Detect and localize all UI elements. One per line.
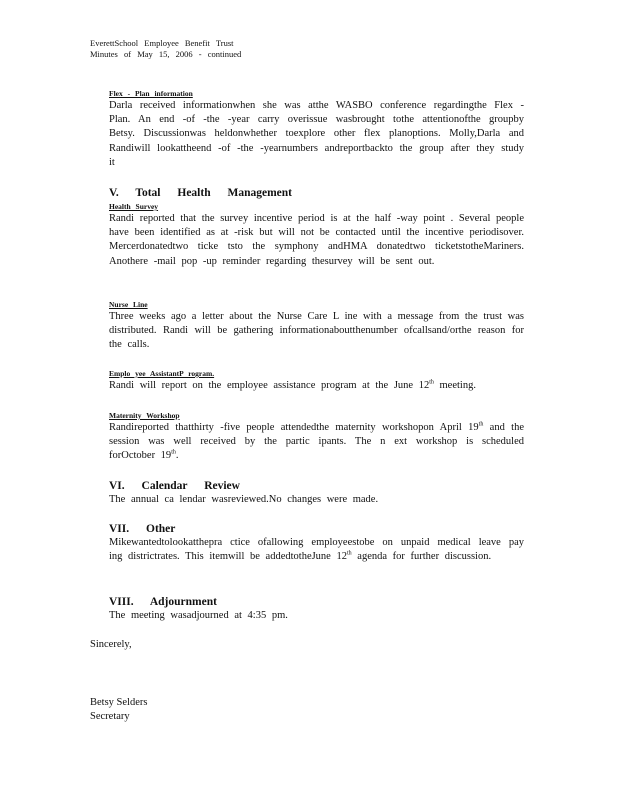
section-calendar bbox=[109, 479, 524, 507]
section-adjournment bbox=[109, 595, 524, 623]
adjournment-heading: VIII. Adjournment bbox=[109, 596, 217, 608]
flex-plan-label: Flex - Plan information bbox=[109, 89, 193, 98]
closing-salutation: Sincerely, bbox=[90, 639, 132, 650]
eap-label: Emplo yee AssistantP rogram. bbox=[109, 369, 215, 378]
header-subtitle: Minutes of May 15, 2006 - continued bbox=[90, 49, 242, 59]
health-survey-text: Randi reported that the survey incentive period is at the half -way point . Several people have been identified as at -risk but will not be contacted until the incentive periodisover. Mercerdonatedtwo ticke tsto the symphony andHMA donatedtwo ticketstotheMariners. Anothere -mail pop -up reminder regarding thesurvey will be sent out. bbox=[109, 213, 524, 267]
section-maternity bbox=[109, 411, 524, 464]
section-flex-plan bbox=[109, 89, 524, 170]
calendar-text: The annual ca lendar wasreviewed.No changes were made. bbox=[109, 494, 379, 505]
header-title: EverettSchool Employee Benefit Trust bbox=[90, 38, 234, 48]
page-header bbox=[90, 38, 241, 60]
health-survey-label: Health Survey bbox=[109, 202, 159, 211]
section-health-survey bbox=[109, 202, 524, 269]
maternity-text: Randireported thatthirty -five people attendedthe maternity workshopon April 19th and the session was well received by the partic ipants. The n ext workshop is scheduled forOctober 19th. bbox=[109, 421, 524, 462]
nurse-line-label: Nurse Line bbox=[109, 300, 148, 309]
eap-text: Randi will report on the employee assistance program at the June 12th meeting. bbox=[109, 379, 476, 391]
calendar-heading: VI. Calendar Review bbox=[109, 480, 240, 492]
section-other bbox=[109, 522, 524, 564]
section-nurse-line bbox=[109, 300, 524, 353]
total-health-heading: V. Total Health Management bbox=[109, 187, 292, 199]
other-heading: VII. Other bbox=[109, 523, 176, 535]
adjournment-text: The meeting wasadjourned at 4:35 pm. bbox=[109, 610, 288, 621]
maternity-label: Maternity Workshop bbox=[109, 411, 180, 420]
flex-plan-text: Darla received informationwhen she was atthe WASBO conference regardingthe Flex -Plan. An end -of -the -year carry overissue wasbrought tothe attentionofthe groupby Betsy. Discussionwas heldonwhether toexplore other flex planoptions. Molly,Darla and Randiwill lookattheend -of -the -yearnumbers andreportbackto the group after they study it bbox=[109, 100, 524, 168]
other-text: Mikewantedtolookatthepra ctice ofallowing employeestobe on unpaid medical leave pay ing districtrates. This itemwill be addedtotheJune 12th agenda for further discussion. bbox=[109, 537, 524, 563]
signer-title: Secretary bbox=[90, 711, 130, 722]
signer-name: Betsy Selders bbox=[90, 697, 148, 708]
section-eap bbox=[109, 369, 524, 393]
nurse-line-text: Three weeks ago a letter about the Nurse Care L ine with a message from the trust was distributed. Randi will be gathering informationaboutthenumber ofcallsand/orthe reason for the calls. bbox=[109, 311, 524, 351]
section-total-health bbox=[109, 186, 524, 200]
